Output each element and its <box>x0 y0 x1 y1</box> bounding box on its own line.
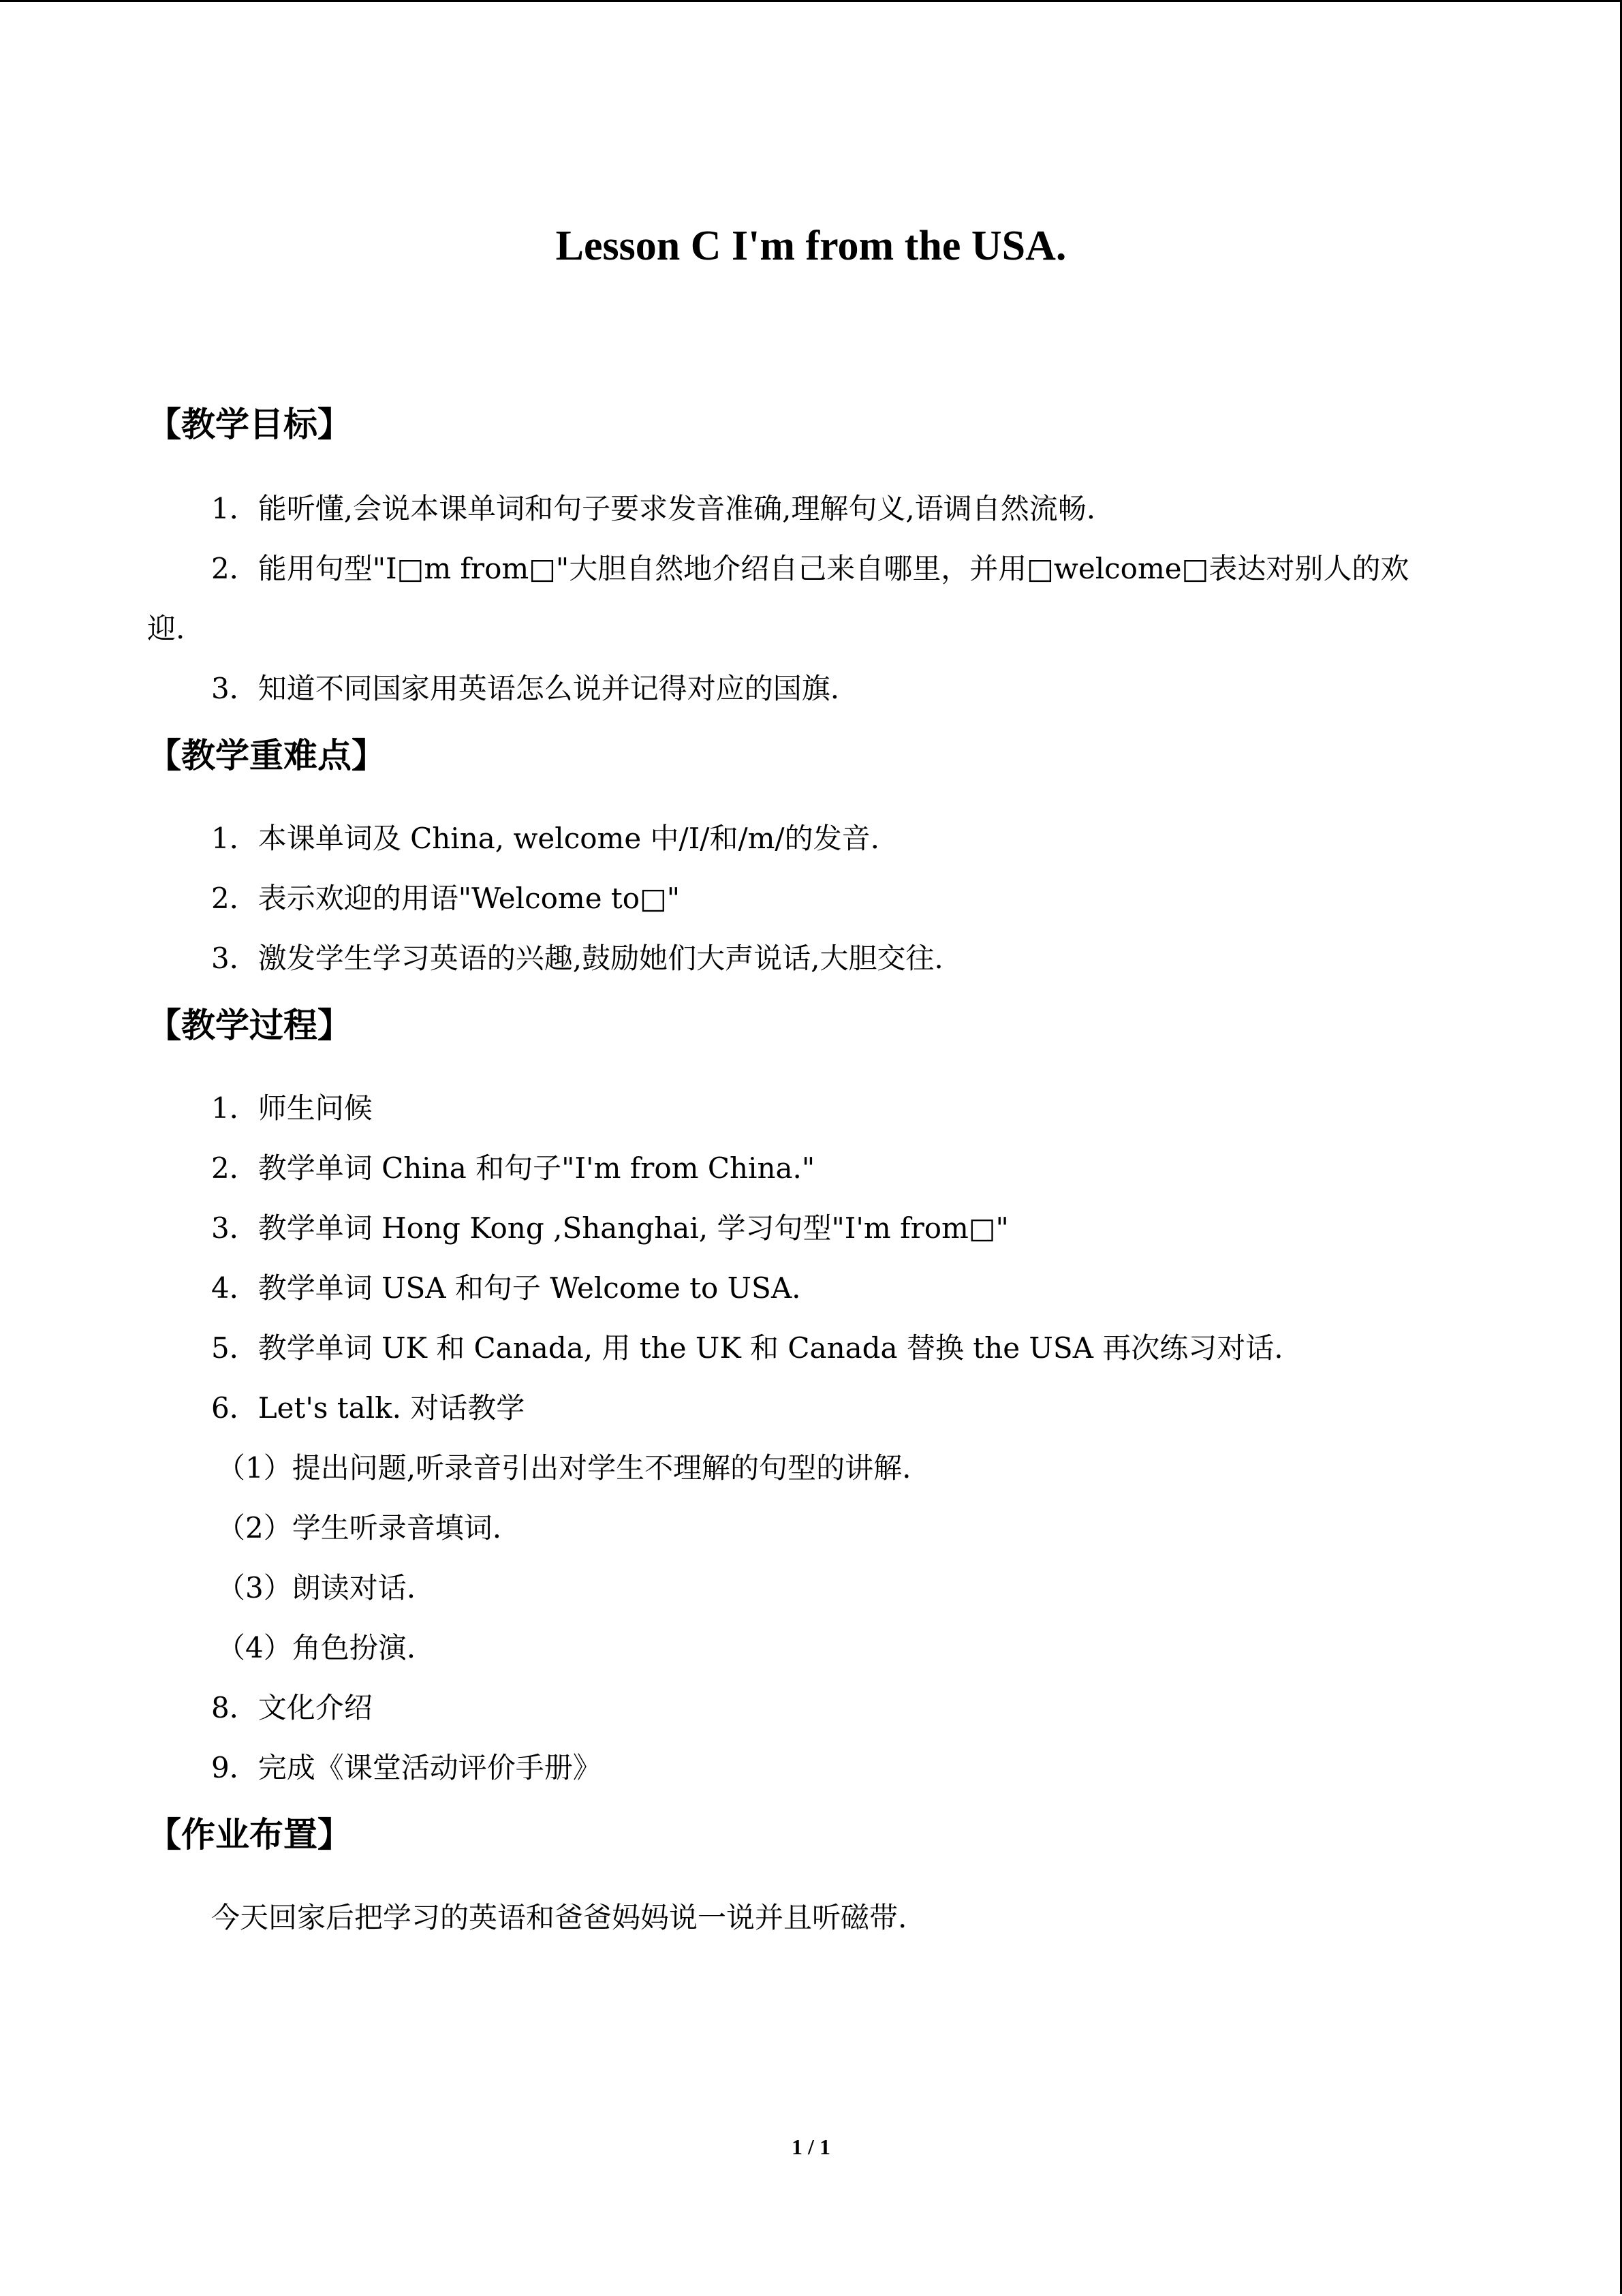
process-item-8: 8．文化介绍 <box>211 1691 373 1724</box>
section-heading-objectives: 【教学目标】 <box>147 405 352 444</box>
process-item-2: 2．教学单词 China 和句子"I'm from China." <box>211 1151 815 1185</box>
page-number: 1 / 1 <box>792 2135 830 2159</box>
process-item-9: 9．完成《课堂活动评价手册》 <box>211 1751 602 1784</box>
section-heading-homework: 【作业布置】 <box>147 1815 352 1855</box>
process-subitem-3: （3）朗读对话. <box>217 1571 416 1604</box>
process-subitem-2: （2）学生听录音填词. <box>217 1511 502 1545</box>
document-title: Lesson C I'm from the USA. <box>555 223 1067 269</box>
section-heading-process: 【教学过程】 <box>147 1006 352 1045</box>
process-item-6: 6．Let's talk. 对话教学 <box>211 1391 525 1425</box>
homework-item: 今天回家后把学习的英语和爸爸妈妈说一说并且听磁带. <box>211 1901 907 1934</box>
key-point-item-1: 1．本课单词及 China, welcome 中/I/和/m/的发音. <box>211 822 879 855</box>
process-subitem-1: （1）提出问题,听录音引出对学生不理解的句型的讲解. <box>217 1451 911 1485</box>
objective-item-2-continued: 迎. <box>147 612 185 645</box>
process-subitem-4: （4）角色扮演. <box>217 1631 416 1664</box>
key-point-item-3: 3．激发学生学习英语的兴趣,鼓励她们大声说话,大胆交往. <box>211 942 943 975</box>
process-item-5: 5．教学单词 UK 和 Canada, 用 the UK 和 Canada 替换 the USA 再次练习对话. <box>211 1331 1283 1365</box>
section-heading-key-points: 【教学重难点】 <box>147 736 386 775</box>
process-item-3: 3．教学单词 Hong Kong ,Shanghai, 学习句型"I'm from□" <box>211 1211 1009 1245</box>
process-item-1: 1．师生问候 <box>211 1091 373 1125</box>
process-item-4: 4．教学单词 USA 和句子 Welcome to USA. <box>211 1271 801 1305</box>
objective-item-3: 3．知道不同国家用英语怎么说并记得对应的国旗. <box>211 672 840 705</box>
objective-item-2: 2．能用句型"I□m from□"大胆自然地介绍自己来自哪里，并用□welcome□表达对别人的欢 <box>211 552 1409 585</box>
key-point-item-2: 2．表示欢迎的用语"Welcome to□" <box>211 882 681 915</box>
document-page <box>0 2 1622 2296</box>
objective-item-1: 1．能听懂,会说本课单词和句子要求发音准确,理解句义,语调自然流畅. <box>211 492 1096 525</box>
